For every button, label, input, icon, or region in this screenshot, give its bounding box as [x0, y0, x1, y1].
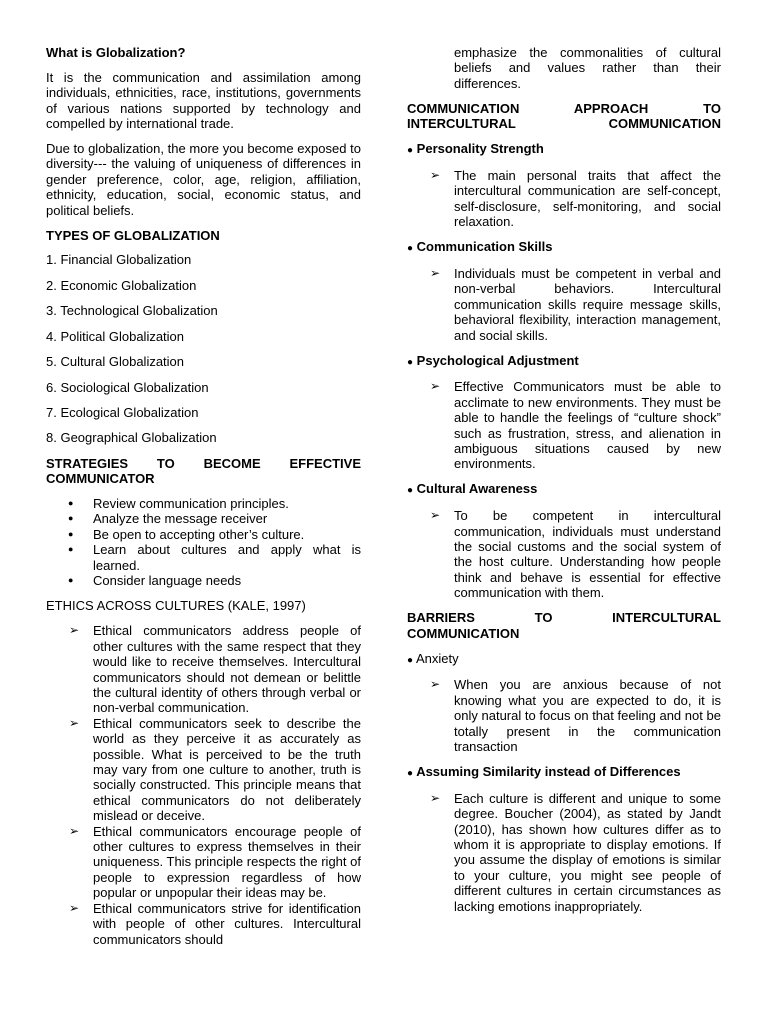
list-item: ● Analyze the message receiver [46, 511, 361, 526]
section-title: Cultural Awareness [416, 481, 538, 497]
list-item: ● Review communication principles. [46, 496, 361, 511]
bullet-icon: ● [407, 485, 414, 497]
section-heading [407, 239, 721, 256]
type-item: 6. Sociological Globalization [46, 379, 209, 395]
strategies-heading-line1: STRATEGIES TO BECOME EFFECTIVE [46, 455, 361, 471]
approach-heading [407, 101, 721, 132]
arrow-bullet-icon: ➢ [69, 823, 80, 838]
section-heading [407, 481, 721, 498]
section-title: Communication Skills [416, 239, 553, 255]
list-item [407, 266, 721, 343]
approach-heading-line2: INTERCULTURAL COMMUNICATION [407, 116, 721, 132]
strategies-heading [46, 456, 361, 487]
barrier-list [407, 791, 721, 914]
list-item [407, 508, 721, 600]
arrow-bullet-icon: ➢ [69, 715, 80, 730]
strategies-heading-line2: COMMUNICATOR [46, 471, 155, 487]
globalization-diversity-paragraph: Due to globalization, the more you become exposed to diversity--- the valuing of uniqueness of differences in gender preference, color, age, religion, affiliation, ethnicity, education, social, economic status, and political beliefs. [46, 141, 361, 218]
ethics-list [46, 623, 361, 947]
bullet-icon: ● [407, 767, 414, 779]
arrow-bullet-icon: ➢ [69, 900, 80, 915]
list-item [46, 901, 361, 947]
bullet-icon: ● [407, 356, 414, 368]
arrow-bullet-icon: ➢ [430, 265, 441, 280]
section-text: To be competent in intercultural communication, individuals must understand the social customs and the social system of the host culture. Understanding how people think and behave is essential for effective communication with them. [454, 508, 721, 601]
list-item [407, 379, 721, 471]
ethics-text: Ethical communicators seek to describe the world as they perceive it as accurately as possible. What is perceived to be the truth may vary from one culture to another, truth is socially constructed. This principle means that ethical communicators do not deliberately mislead or deceive. [93, 715, 361, 824]
barriers-heading-line1: BARRIERS TO INTERCULTURAL [407, 610, 721, 626]
globalization-definition: It is the communication and assimilation among individuals, ethnicities, race, institutions, governments of various nations supported by technology and compelled by international trade. [46, 69, 361, 132]
type-item: 2. Economic Globalization [46, 277, 197, 293]
barriers-heading [407, 610, 721, 641]
type-item: 8. Geographical Globalization [46, 430, 217, 446]
arrow-bullet-icon: ➢ [430, 167, 441, 182]
ethics-continuation: emphasize the commonalities of cultural beliefs and values rather than their differences. [454, 45, 721, 91]
section-text: Effective Communicators must be able to acclimate to new environments. They must be able to handle the feelings of “culture shock” such as frustration, stress, and alienation in ambiguous situations caused by new environments. [454, 379, 721, 472]
section-list [407, 379, 721, 471]
left-column [46, 45, 361, 956]
bullet-icon: ● [407, 654, 414, 666]
type-item: 7. Ecological Globalization [46, 404, 199, 420]
arrow-bullet-icon: ➢ [430, 677, 441, 692]
list-item [407, 677, 721, 754]
arrow-bullet-icon: ➢ [430, 508, 441, 523]
type-item: 4. Political Globalization [46, 328, 185, 344]
section-heading [407, 141, 721, 158]
list-item [46, 824, 361, 901]
arrow-bullet-icon: ➢ [430, 379, 441, 394]
section-title: Psychological Adjustment [416, 352, 579, 368]
barrier-text: Each culture is different and unique to some degree. Boucher (2004), as stated by Jandt (2010), has shown how cultures differ as to whom it is appropriate to display emotions. If you assume the display of emotions is similar to your culture, you might see people of different cultures in certain circumstances as lacking emotions inappropriately. [454, 790, 721, 914]
ethics-heading: ETHICS ACROSS CULTURES (KALE, 1997) [46, 597, 306, 613]
type-item: 3. Technological Globalization [46, 303, 218, 319]
section-text: The main personal traits that affect the intercultural communication are self-concept, self-disclosure, self-monitoring, and social relaxation. [454, 167, 721, 230]
section-heading [407, 353, 721, 370]
list-item: ● Be open to accepting other’s culture. [46, 527, 361, 542]
list-item [46, 623, 361, 715]
globalization-heading: What is Globalization? [46, 45, 186, 60]
section-text: Individuals must be competent in verbal and non-verbal behaviors. Intercultural communication skills require message skills, behavioral flexibility, interaction management, and social skills. [454, 265, 721, 343]
section-list [407, 266, 721, 343]
strategies-list [46, 496, 361, 588]
list-item [407, 168, 721, 230]
arrow-bullet-icon: ➢ [69, 623, 80, 638]
list-item: ● Consider language needs [46, 573, 361, 588]
barriers-heading-line2: COMMUNICATION [407, 625, 520, 641]
type-item: 5. Cultural Globalization [46, 354, 185, 370]
types-heading: TYPES OF GLOBALIZATION [46, 227, 220, 243]
bullet-icon: ● [407, 145, 414, 157]
ethics-text: Ethical communicators encourage people of other cultures to express themselves in their uniqueness. This principle respects the right of people to expression regardless of how popular or unpopular their ideas may be. [93, 823, 361, 901]
right-column [407, 45, 721, 924]
section-title: Personality Strength [416, 141, 544, 157]
list-item: ● Learn about cultures and apply what is learned. [46, 542, 361, 573]
section-list [407, 168, 721, 230]
barrier-text: When you are anxious because of not knowing what you are expected to do, it is only natural to focus on that feeling and not be totally present in the communication transaction [454, 677, 721, 755]
barrier-heading [407, 764, 721, 781]
ethics-text: Ethical communicators strive for identification with people of other cultures. Intercultural communicators should [93, 900, 361, 947]
approach-heading-line1: COMMUNICATION APPROACH TO [407, 100, 721, 116]
list-item [407, 791, 721, 914]
section-list [407, 508, 721, 600]
list-item [46, 716, 361, 824]
barrier-heading [407, 651, 721, 668]
barrier-title: Anxiety [415, 650, 459, 666]
barrier-list [407, 677, 721, 754]
arrow-bullet-icon: ➢ [430, 790, 441, 805]
type-item: 1. Financial Globalization [46, 252, 192, 268]
ethics-text: Ethical communicators address people of other cultures with the same respect that they would like to receive themselves. Intercultural communicators should not demean or belittle the cultural identity of others through verbal or non-verbal communication. [93, 623, 361, 716]
barrier-title: Assuming Similarity instead of Differences [416, 763, 681, 779]
bullet-icon: ● [407, 243, 414, 255]
